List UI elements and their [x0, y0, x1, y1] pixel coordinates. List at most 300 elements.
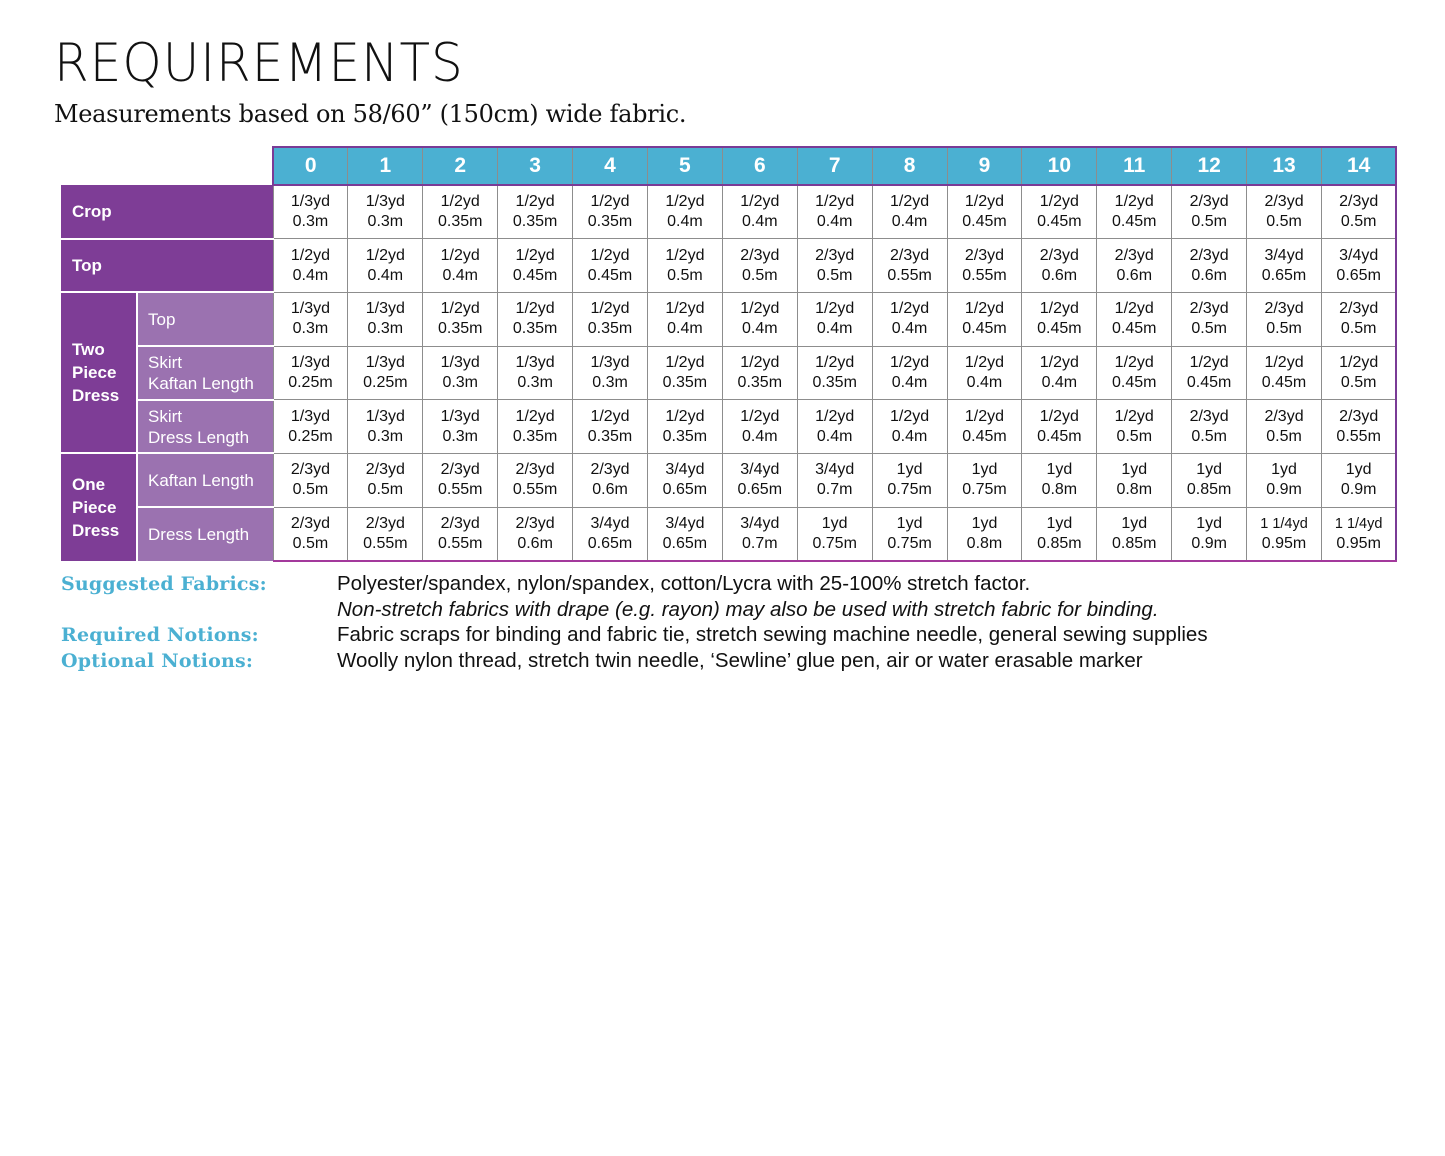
meterage-value: 0.5m	[1340, 320, 1377, 338]
meterage-value: 0.3m	[367, 213, 404, 231]
meterage-value: 0.5m	[1191, 213, 1227, 231]
table-cell	[1097, 400, 1172, 454]
table-cell	[947, 239, 1022, 293]
page-subtitle: Measurements based on 58/60” (150cm) wide fabric.	[54, 100, 687, 128]
table-cell	[1172, 292, 1247, 346]
table-cell	[647, 400, 722, 454]
table-cell	[722, 346, 797, 400]
meterage-value: 0.35m	[662, 427, 708, 445]
yardage-value: 1/2yd	[815, 353, 855, 371]
yardage-value: 3/4yd	[1339, 246, 1379, 264]
table-cell	[722, 185, 797, 239]
table-cell	[348, 239, 423, 293]
yardage-value: 1/2yd	[290, 246, 331, 264]
meterage-value: 0.5m	[667, 266, 703, 284]
sub-label-kaftan-length: Kaftan Length	[137, 453, 273, 507]
meterage-value: 0.9m	[1191, 534, 1227, 552]
table-cell	[1172, 400, 1247, 454]
table-cell	[722, 292, 797, 346]
yardage-value: 1/2yd	[590, 193, 630, 211]
yardage-value: 1/3yd	[515, 353, 555, 371]
table-cell	[647, 453, 722, 507]
table-cell	[797, 507, 872, 561]
table-cell	[1321, 400, 1396, 454]
table-cell	[573, 507, 648, 561]
meterage-value: 0.4m	[891, 213, 928, 231]
table-cell	[872, 453, 947, 507]
yardage-value: 1/2yd	[890, 353, 930, 371]
table-cell	[348, 507, 423, 561]
table-cell	[273, 346, 348, 400]
yardage-value: 2/3yd	[1264, 193, 1304, 211]
table-row-one-piece-dress	[61, 507, 1396, 561]
yardage-value: 3/4yd	[1264, 246, 1304, 264]
sub-label-top: Top	[137, 292, 273, 346]
yardage-value: 2/3yd	[1189, 193, 1229, 211]
yardage-value: 3/4yd	[740, 514, 780, 532]
meterage-value: 0.9m	[1340, 481, 1377, 499]
group-label-text: Two Piece Dress	[72, 340, 120, 406]
meterage-value: 0.25m	[363, 373, 408, 391]
size-header-3: 3	[498, 147, 573, 185]
meterage-value: 0.85m	[1037, 534, 1082, 552]
yardage-value: 2/3yd	[515, 514, 555, 532]
table-cell	[647, 185, 722, 239]
meterage-value: 0.5m	[816, 266, 853, 284]
table-cell	[722, 239, 797, 293]
table-cell	[1172, 185, 1247, 239]
note-text-italic: Non-stretch fabrics with drape (e.g. rayon) may also be used with stretch fabric for binding.	[337, 597, 1159, 621]
size-header-4: 4	[573, 147, 648, 185]
table-cell	[1321, 453, 1396, 507]
yardage-value: 1/2yd	[590, 246, 630, 264]
yardage-value: 1/3yd	[440, 407, 480, 425]
size-header-6: 6	[722, 147, 797, 185]
meterage-value: 0.65m	[662, 481, 708, 499]
yardage-value: 1/3yd	[440, 353, 480, 371]
table-cell	[273, 185, 348, 239]
meterage-value: 0.6m	[1041, 266, 1078, 284]
yardage-value: 2/3yd	[890, 246, 930, 264]
table-row-crop	[61, 185, 1396, 239]
meterage-value: 0.45m	[1112, 320, 1157, 338]
yardage-value: 1/2yd	[1339, 353, 1379, 371]
table-cell	[1247, 400, 1322, 454]
table-cell	[1022, 239, 1097, 293]
table-cell	[498, 400, 573, 454]
yardage-value: 1yd	[971, 514, 998, 532]
table-cell	[573, 292, 648, 346]
yardage-value: 1/2yd	[1039, 353, 1079, 371]
meterage-value: 0.4m	[442, 266, 479, 284]
yardage-value: 2/3yd	[290, 461, 331, 479]
yardage-value: 1/3yd	[365, 353, 405, 371]
table-cell	[348, 400, 423, 454]
table-cell	[1247, 292, 1322, 346]
meterage-value: 0.35m	[512, 320, 558, 338]
meterage-value: 0.85m	[1186, 481, 1232, 499]
table-cell	[647, 239, 722, 293]
meterage-value: 0.35m	[812, 373, 857, 391]
meterage-value: 0.4m	[742, 213, 778, 231]
meterage-value: 0.45m	[962, 320, 1007, 338]
meterage-value: 0.35m	[662, 373, 708, 391]
meterage-value: 0.35m	[587, 320, 633, 338]
table-cell	[947, 292, 1022, 346]
meterage-value: 0.4m	[966, 373, 1003, 391]
yardage-value: 1/2yd	[440, 300, 480, 318]
table-cell	[423, 185, 498, 239]
table-cell	[1097, 453, 1172, 507]
meterage-value: 0.55m	[437, 481, 483, 499]
yardage-value: 1/2yd	[515, 246, 555, 264]
yardage-value: 1/3yd	[290, 193, 331, 211]
table-cell	[1022, 292, 1097, 346]
row-label-crop: Crop	[61, 185, 273, 239]
yardage-value: 3/4yd	[665, 514, 705, 532]
yardage-value: 1/3yd	[590, 353, 630, 371]
size-header-5: 5	[647, 147, 722, 185]
yardage-value: 1/2yd	[515, 193, 555, 211]
table-row-two-piece-skirt-dress	[61, 400, 1396, 454]
meterage-value: 0.35m	[587, 427, 633, 445]
yardage-value: 2/3yd	[1339, 407, 1379, 425]
meterage-value: 0.3m	[592, 373, 628, 391]
yardage-value: 3/4yd	[590, 514, 630, 532]
meterage-value: 0.45m	[1112, 373, 1157, 391]
meterage-value: 0.75m	[887, 534, 932, 552]
table-cell	[1247, 346, 1322, 400]
table-cell	[647, 346, 722, 400]
note-label: Required Notions:	[61, 624, 259, 647]
table-cell	[872, 400, 947, 454]
yardage-value: 2/3yd	[1264, 300, 1304, 318]
table-cell	[573, 239, 648, 293]
meterage-value: 0.4m	[891, 320, 928, 338]
yardage-value: 1yd	[1271, 461, 1297, 479]
table-cell	[273, 292, 348, 346]
yardage-value: 3/4yd	[740, 461, 780, 479]
meterage-value: 0.4m	[367, 266, 404, 284]
table-cell	[273, 507, 348, 561]
meterage-value: 0.55m	[887, 266, 932, 284]
table-cell	[1022, 185, 1097, 239]
table-cell	[348, 346, 423, 400]
meterage-value: 0.55m	[437, 534, 483, 552]
meterage-value: 0.65m	[1336, 266, 1381, 284]
table-cell	[797, 346, 872, 400]
yardage-value: 1/3yd	[290, 407, 331, 425]
table-cell	[1097, 346, 1172, 400]
table-cell	[647, 292, 722, 346]
yardage-value: 2/3yd	[1189, 300, 1229, 318]
yardage-value: 2/3yd	[440, 514, 480, 532]
table-cell	[423, 346, 498, 400]
yardage-value: 1yd	[971, 461, 998, 479]
table-cell	[872, 292, 947, 346]
meterage-value: 0.5m	[1266, 213, 1302, 231]
yardage-value: 1/3yd	[290, 353, 331, 371]
table-cell	[573, 400, 648, 454]
meterage-value: 0.3m	[292, 213, 329, 231]
meterage-value: 0.75m	[812, 534, 857, 552]
table-cell	[722, 453, 797, 507]
note-suggested-fabrics	[61, 571, 1208, 597]
table-cell	[1097, 239, 1172, 293]
yardage-value: 1/2yd	[665, 246, 705, 264]
meterage-value: 0.5m	[292, 534, 329, 552]
table-cell	[423, 400, 498, 454]
yardage-value: 1/2yd	[815, 407, 855, 425]
yardage-value: 2/3yd	[365, 461, 405, 479]
table-cell	[1247, 239, 1322, 293]
meterage-value: 0.95m	[1261, 534, 1307, 552]
yardage-value: 3/4yd	[815, 461, 855, 479]
yardage-value: 1/2yd	[1114, 300, 1154, 318]
note-required-notions	[61, 623, 1208, 649]
table-cell	[348, 453, 423, 507]
meterage-value: 0.35m	[437, 213, 483, 231]
yardage-value: 1/2yd	[365, 246, 405, 264]
yardage-value: 2/3yd	[1189, 246, 1229, 264]
requirements-table	[61, 146, 1397, 562]
size-header-14: 14	[1321, 147, 1396, 185]
table-cell	[647, 507, 722, 561]
table-cell	[947, 400, 1022, 454]
yardage-value: 1/2yd	[740, 407, 780, 425]
yardage-value: 3/4yd	[665, 461, 705, 479]
table-cell	[1247, 185, 1322, 239]
table-cell	[1172, 453, 1247, 507]
yardage-value: 2/3yd	[1039, 246, 1079, 264]
yardage-value: 1/2yd	[890, 300, 930, 318]
table-corner	[61, 147, 273, 185]
yardage-value: 1yd	[1046, 514, 1073, 532]
table-cell	[722, 507, 797, 561]
meterage-value: 0.45m	[1261, 373, 1307, 391]
meterage-value: 0.45m	[1037, 427, 1082, 445]
table-cell	[1022, 400, 1097, 454]
size-header-9: 9	[947, 147, 1022, 185]
sub-label-skirt-dress-length	[137, 400, 273, 454]
yardage-value: 2/3yd	[964, 246, 1005, 264]
meterage-value: 0.3m	[292, 320, 329, 338]
yardage-value: 2/3yd	[740, 246, 780, 264]
yardage-value: 1/2yd	[890, 407, 930, 425]
note-text: Woolly nylon thread, stretch twin needle, ‘Sewline’ glue pen, air or water erasable marker	[337, 649, 1143, 673]
yardage-value: 1yd	[821, 514, 848, 532]
yardage-value: 1/2yd	[515, 407, 555, 425]
meterage-value: 0.55m	[962, 266, 1007, 284]
table-cell	[573, 453, 648, 507]
table-row-two-piece-skirt-kaftan	[61, 346, 1396, 400]
meterage-value: 0.5m	[742, 266, 778, 284]
yardage-value: 1yd	[896, 514, 923, 532]
yardage-value: 2/3yd	[815, 246, 855, 264]
table-cell	[1321, 239, 1396, 293]
table-cell	[498, 453, 573, 507]
yardage-value: 1/2yd	[1114, 193, 1154, 211]
note-label: Suggested Fabrics:	[61, 572, 267, 595]
yardage-value: 1/2yd	[964, 353, 1005, 371]
size-header-11: 11	[1097, 147, 1172, 185]
table-cell	[797, 400, 872, 454]
meterage-value: 0.45m	[1186, 373, 1232, 391]
note-text: Polyester/spandex, nylon/spandex, cotton/Lycra with 25-100% stretch factor.	[337, 571, 1031, 595]
table-cell	[947, 185, 1022, 239]
yardage-value: 1/2yd	[440, 246, 480, 264]
meterage-value: 0.75m	[962, 481, 1007, 499]
table-cell	[498, 292, 573, 346]
table-cell	[872, 239, 947, 293]
yardage-value: 2/3yd	[365, 514, 405, 532]
yardage-value: 1/2yd	[964, 300, 1005, 318]
yardage-value: 1/2yd	[665, 353, 705, 371]
yardage-value: 1yd	[896, 461, 923, 479]
meterage-value: 0.25m	[288, 373, 333, 391]
yardage-value: 1/2yd	[440, 193, 480, 211]
meterage-value: 0.5m	[292, 481, 329, 499]
table-row-one-piece-kaftan	[61, 453, 1396, 507]
table-cell	[797, 292, 872, 346]
meterage-value: 0.5m	[367, 481, 404, 499]
meterage-value: 0.4m	[816, 320, 853, 338]
table-cell	[423, 292, 498, 346]
table-cell	[498, 507, 573, 561]
group-label-two-piece-dress	[61, 292, 137, 453]
meterage-value: 0.65m	[737, 481, 783, 499]
table-row-top	[61, 239, 1396, 293]
meterage-value: 0.95m	[1336, 534, 1381, 552]
meterage-value: 0.45m	[962, 427, 1007, 445]
table-cell	[423, 507, 498, 561]
meterage-value: 0.4m	[667, 213, 703, 231]
yardage-value: 2/3yd	[290, 514, 331, 532]
meterage-value: 0.4m	[1041, 373, 1078, 391]
table-cell	[1247, 453, 1322, 507]
yardage-value: 1/2yd	[1114, 407, 1154, 425]
meterage-value: 0.3m	[367, 427, 404, 445]
meterage-value: 0.7m	[742, 534, 778, 552]
yardage-value: 2/3yd	[515, 461, 555, 479]
meterage-value: 0.45m	[962, 213, 1007, 231]
table-cell	[498, 346, 573, 400]
table-cell	[722, 400, 797, 454]
table-cell	[423, 453, 498, 507]
yardage-value: 1/3yd	[365, 407, 405, 425]
table-cell	[947, 453, 1022, 507]
yardage-value: 1/2yd	[1114, 353, 1154, 371]
meterage-value: 0.35m	[737, 373, 783, 391]
yardage-value: 1/3yd	[365, 300, 405, 318]
meterage-value: 0.65m	[662, 534, 708, 552]
meterage-value: 0.55m	[512, 481, 558, 499]
meterage-value: 0.35m	[437, 320, 483, 338]
meterage-value: 0.4m	[292, 266, 329, 284]
meterage-value: 0.55m	[1336, 427, 1381, 445]
table-cell	[1172, 507, 1247, 561]
yardage-value: 2/3yd	[1339, 193, 1379, 211]
notes-section	[61, 571, 1208, 674]
meterage-value: 0.4m	[816, 427, 853, 445]
note-suggested-fabrics-alt	[61, 597, 1208, 623]
meterage-value: 0.7m	[816, 481, 853, 499]
table-cell	[1097, 507, 1172, 561]
table-cell	[498, 185, 573, 239]
yardage-value: 1yd	[1121, 514, 1148, 532]
note-text: Fabric scraps for binding and fabric tie, stretch sewing machine needle, general sewing supplies	[337, 623, 1208, 647]
table-cell	[1321, 346, 1396, 400]
table-cell	[872, 507, 947, 561]
meterage-value: 0.5m	[1191, 427, 1227, 445]
table-cell	[872, 185, 947, 239]
yardage-value: 1yd	[1196, 461, 1223, 479]
yardage-value: 1 1/4yd	[1334, 515, 1383, 532]
yardage-value: 1/2yd	[740, 353, 780, 371]
table-cell	[273, 453, 348, 507]
meterage-value: 0.45m	[1037, 320, 1082, 338]
table-cell	[1247, 507, 1322, 561]
table-cell	[1097, 185, 1172, 239]
meterage-value: 0.65m	[587, 534, 633, 552]
meterage-value: 0.3m	[517, 373, 553, 391]
yardage-value: 1 1/4yd	[1260, 515, 1308, 532]
meterage-value: 0.5m	[1116, 427, 1153, 445]
table-cell	[1097, 292, 1172, 346]
table-cell	[1321, 185, 1396, 239]
table-cell	[573, 346, 648, 400]
table-cell	[797, 239, 872, 293]
meterage-value: 0.4m	[667, 320, 703, 338]
meterage-value: 0.4m	[742, 320, 778, 338]
meterage-value: 0.75m	[887, 481, 932, 499]
yardage-value: 1/2yd	[890, 193, 930, 211]
meterage-value: 0.35m	[512, 213, 558, 231]
yardage-value: 1/2yd	[740, 300, 780, 318]
yardage-value: 1yd	[1196, 514, 1223, 532]
meterage-value: 0.5m	[1191, 320, 1227, 338]
yardage-value: 1/2yd	[1039, 193, 1079, 211]
size-header-10: 10	[1022, 147, 1097, 185]
size-header-1: 1	[348, 147, 423, 185]
note-label: Optional Notions:	[61, 650, 254, 673]
table-cell	[797, 453, 872, 507]
sub-label-line-2: Kaftan Length	[148, 373, 254, 393]
size-header-8: 8	[872, 147, 947, 185]
yardage-value: 1/2yd	[815, 300, 855, 318]
meterage-value: 0.6m	[1116, 266, 1153, 284]
table-cell	[797, 185, 872, 239]
table-cell	[872, 346, 947, 400]
sub-label-line-1: Skirt	[148, 352, 182, 372]
yardage-value: 2/3yd	[1189, 407, 1229, 425]
note-optional-notions	[61, 648, 1208, 674]
table-cell	[1022, 346, 1097, 400]
meterage-value: 0.8m	[1041, 481, 1078, 499]
meterage-value: 0.4m	[891, 373, 928, 391]
table-cell	[1022, 453, 1097, 507]
meterage-value: 0.6m	[517, 534, 553, 552]
size-header-2: 2	[423, 147, 498, 185]
page-title: REQUIREMENTS	[54, 32, 464, 94]
meterage-value: 0.9m	[1266, 481, 1302, 499]
meterage-value: 0.35m	[587, 213, 633, 231]
meterage-value: 0.25m	[288, 427, 333, 445]
size-header-12: 12	[1172, 147, 1247, 185]
table-cell	[348, 292, 423, 346]
yardage-value: 1/3yd	[365, 193, 405, 211]
table-cell	[1172, 239, 1247, 293]
